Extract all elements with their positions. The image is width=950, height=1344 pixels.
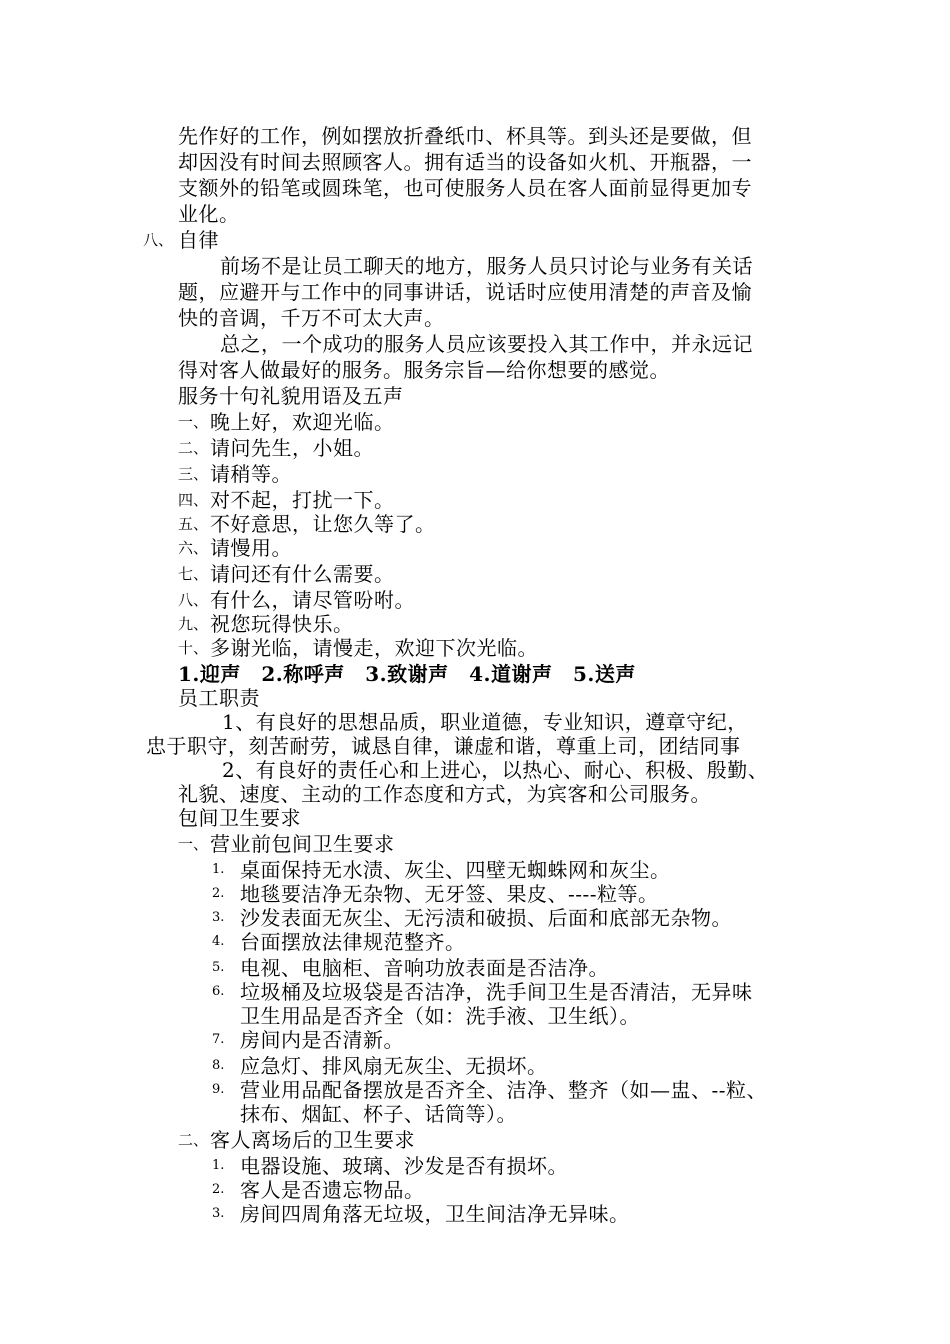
section-title: 自律 [178, 228, 219, 252]
item-number: 8. [212, 1058, 225, 1073]
subsection-marker: 二、 [178, 1131, 209, 1149]
list-marker: 八、 [178, 591, 209, 609]
item-number: 3. [212, 910, 225, 925]
item-number: 4. [212, 934, 225, 949]
list-item: 营业用品配备摆放是否齐全、洁净、整齐（如—盅、--粒、 [240, 1078, 768, 1102]
list-marker: 四、 [178, 491, 209, 509]
intro-line: 先作好的工作，例如摆放折叠纸巾、杯具等。到头还是要做，但 [178, 124, 752, 148]
list-item: 房间内是否清新。 [240, 1028, 404, 1052]
list-item: 客人是否遗忘物品。 [240, 1178, 425, 1202]
list-item: 抹布、烟缸、杯子、话筒等）。 [240, 1102, 517, 1126]
list-item: 多谢光临，请慢走，欢迎下次光临。 [210, 636, 538, 660]
item-number: 7. [212, 1032, 225, 1047]
list-marker: 二、 [178, 439, 209, 457]
paragraph-line: 题，应避开与工作中的同事讲话，说话时应使用清楚的声音及愉 [178, 280, 752, 304]
list-item: 卫生用品是否齐全（如：洗手液、卫生纸）。 [240, 1004, 640, 1028]
list-marker: 一、 [178, 413, 209, 431]
intro-line: 却因没有时间去照顾客人。拥有适当的设备如火机、开瓶器，一 [178, 150, 752, 174]
paragraph-line: 得对客人做最好的服务。服务宗旨—给你想要的感觉。 [178, 358, 670, 382]
item-number: 5. [212, 960, 225, 975]
list-item: 台面摆放法律规范整齐。 [240, 930, 466, 954]
duty-line: 2、有良好的责任心和上进心，以热心、耐心、积极、殷勤、 [222, 758, 769, 782]
list-item: 应急灯、排风扇无灰尘、无损坏。 [240, 1054, 548, 1078]
item-number: 1. [212, 862, 225, 877]
subsection-title: 营业前包间卫生要求 [210, 832, 395, 856]
list-item: 对不起，打扰一下。 [210, 488, 395, 512]
duty-line: 礼貌、速度、主动的工作态度和方式，为宾客和公司服务。 [178, 782, 711, 806]
list-item: 不好意思，让您久等了。 [210, 512, 436, 536]
paragraph-line: 快的音调，千万不可太大声。 [178, 306, 445, 330]
list-item: 请稍等。 [210, 462, 292, 486]
five-voices: 1.迎声 2.称呼声 3.致谢声 4.道谢声 5.送声 [178, 662, 636, 686]
subsection-title: 客人离场后的卫生要求 [210, 1128, 415, 1152]
list-item: 电器设施、玻璃、沙发是否有损坏。 [240, 1154, 568, 1178]
list-item: 地毯要洁净无杂物、无牙签、果皮、----粒等。 [240, 882, 659, 906]
room-hygiene-title: 包间卫生要求 [178, 806, 301, 830]
list-item: 桌面保持无水渍、灰尘、四壁无蜘蛛网和灰尘。 [240, 858, 671, 882]
paragraph-line: 前场不是让员工聊天的地方，服务人员只讨论与业务有关话 [220, 254, 753, 278]
list-item: 有什么，请尽管吩咐。 [210, 588, 415, 612]
duty-line: 1、有良好的思想品质，职业道德，专业知识，遵章守纪， [222, 710, 748, 734]
paragraph-line: 总之，一个成功的服务人员应该要投入其工作中，并永远记 [220, 332, 753, 356]
list-marker: 六、 [178, 539, 209, 557]
list-marker: 七、 [178, 565, 209, 583]
list-item: 请问还有什么需要。 [210, 562, 395, 586]
list-item: 请问先生，小姐。 [210, 436, 374, 460]
list-item: 房间四周角落无垃圾，卫生间洁净无异味。 [240, 1202, 630, 1226]
list-item: 请慢用。 [210, 536, 292, 560]
item-number: 9. [212, 1082, 225, 1097]
list-item: 晚上好，欢迎光临。 [210, 410, 395, 434]
list-marker: 十、 [178, 639, 209, 657]
item-number: 2. [212, 1182, 225, 1197]
item-number: 6. [212, 984, 225, 999]
polite-phrases-title: 服务十句礼貌用语及五声 [178, 384, 404, 408]
list-item: 垃圾桶及垃圾袋是否洁净，洗手间卫生是否清洁，无异味 [240, 980, 753, 1004]
item-number: 3. [212, 1206, 225, 1221]
list-item: 祝您玩得快乐。 [210, 612, 354, 636]
duty-line: 忠于职守，刻苦耐劳，诚恳自律，谦虚和谐，尊重上司，团结同事 [146, 734, 741, 758]
intro-line: 业化。 [178, 202, 240, 226]
item-number: 2. [212, 886, 225, 901]
list-item: 沙发表面无灰尘、无污渍和破损、后面和底部无杂物。 [240, 906, 732, 930]
item-number: 1. [212, 1158, 225, 1173]
list-marker: 五、 [178, 515, 209, 533]
subsection-marker: 一、 [178, 835, 209, 853]
list-item: 电视、电脑柜、音响功放表面是否洁净。 [240, 956, 609, 980]
intro-line: 支额外的铅笔或圆珠笔，也可使服务人员在客人面前显得更加专 [178, 176, 752, 200]
section-marker: 八、 [143, 231, 174, 249]
staff-duties-title: 员工职责 [178, 686, 260, 710]
list-marker: 九、 [178, 615, 209, 633]
list-marker: 三、 [178, 465, 209, 483]
